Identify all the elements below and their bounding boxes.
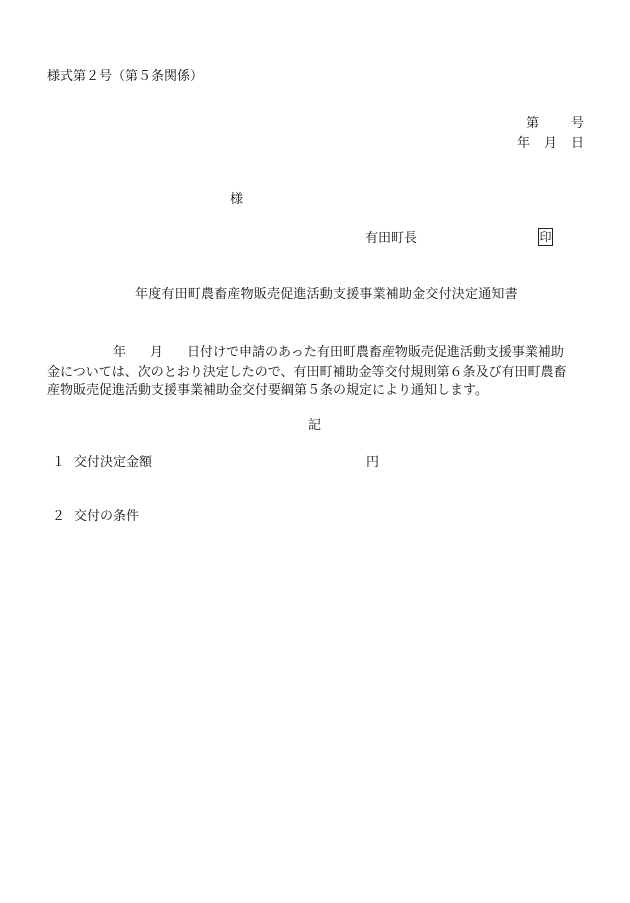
item-label: 交付決定金額 bbox=[74, 455, 153, 470]
item-grant-amount-unit: 円 bbox=[366, 455, 380, 470]
issuer-name: 有田町長 bbox=[365, 231, 418, 246]
body-line-1-text: 日付けで申請のあった有田町農畜産物販売促進活動支援事業補助 bbox=[187, 345, 564, 360]
body-month: 月 bbox=[150, 345, 164, 360]
date-year: 年 bbox=[516, 136, 530, 151]
doc-number-label: 第 bbox=[525, 116, 539, 131]
body-year: 年 bbox=[113, 345, 127, 360]
body-line-1 bbox=[47, 346, 564, 359]
date-day: 日 bbox=[570, 136, 584, 151]
item-label: 交付の条件 bbox=[74, 509, 140, 524]
body-line-2: 金については、次のとおり決定したので、有田町補助金等交付規則第６条及び有田町農畜 bbox=[47, 365, 567, 380]
doc-number-suffix: 号 bbox=[570, 116, 584, 131]
item-grant-conditions bbox=[52, 510, 139, 523]
addressee-suffix: 様 bbox=[230, 192, 244, 207]
body-line-3: 産物販売促進活動支援事業補助金交付要綱第５条の規定により通知します。 bbox=[47, 383, 488, 398]
document-title: 年度有田町農畜産物販売促進活動支援事業補助金交付決定通知書 bbox=[135, 287, 518, 302]
record-mark: 記 bbox=[308, 418, 322, 433]
form-number: 様式第２号（第５条関係） bbox=[47, 69, 204, 84]
document-date-row bbox=[517, 137, 584, 150]
item-grant-amount bbox=[52, 456, 152, 469]
item-number: ２ bbox=[52, 509, 66, 524]
date-month: 月 bbox=[543, 136, 557, 151]
document-number-row bbox=[526, 117, 584, 130]
seal-mark: 印 bbox=[539, 230, 552, 244]
item-number: １ bbox=[52, 455, 66, 470]
